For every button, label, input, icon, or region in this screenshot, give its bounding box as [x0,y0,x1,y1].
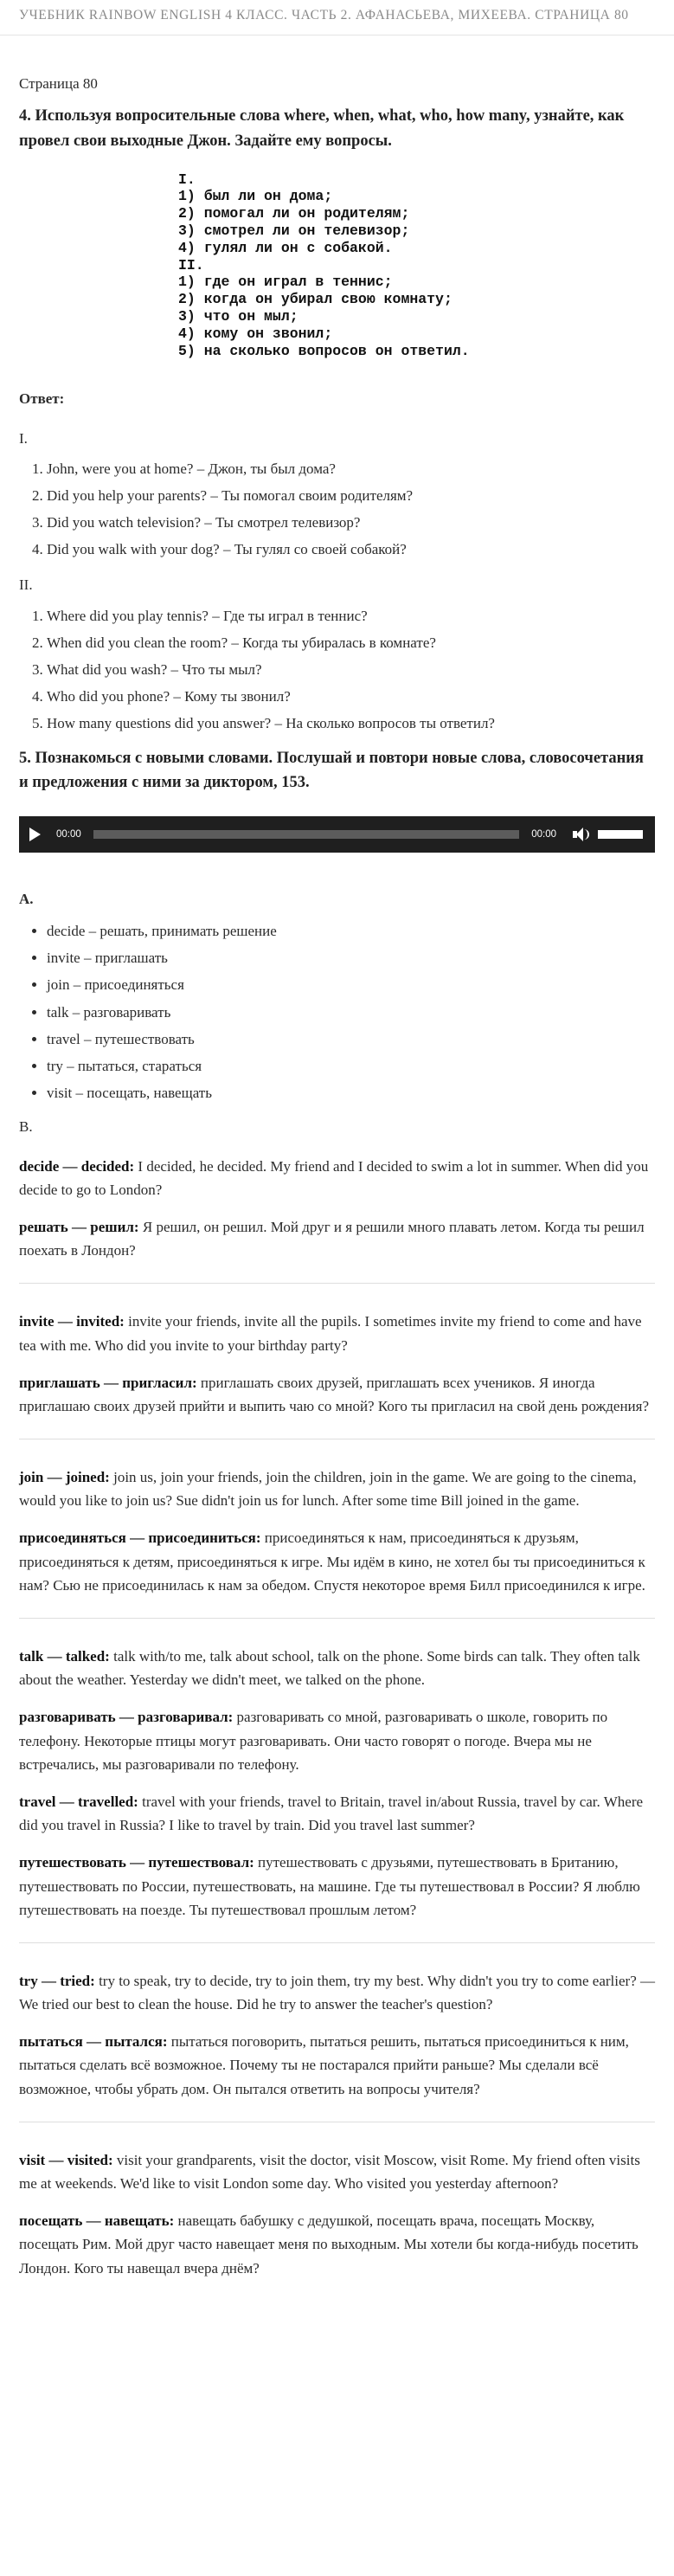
vocab-entry [19,1961,655,2122]
vocab-item: • travel – путешествовать [47,1027,655,1051]
entry-text: visit your grandparents, visit the doctor, visit Moscow, visit Rome. My friend often visits me at weekends. We'd like to visit London some day. Who visited you yesterday afternoon? [19,2151,640,2193]
entry-paragraph [19,1310,655,1356]
article-content [0,72,674,2301]
entry-text: try to speak, try to decide, try to join them, try my best. Why didn't you try to come earlier? — We tried our best to clean the house. Did he try to answer the teacher's question? [19,1972,655,2013]
exercise-block [178,171,655,360]
entry-term: travel — travelled: [19,1793,138,1810]
exercise-line: 4) гулял ли он с собакой. [178,239,393,256]
section-a-label: А. [19,890,34,907]
entry-term: visit — visited: [19,2151,113,2168]
page-header [0,0,674,35]
entry-text: Я решил, он решил. Мой друг и я решили много плавать летом. Когда ты решил поехать в Лондон? [19,1218,645,1259]
list-item: 3. Did you watch television? – Ты смотрел телевизор? [47,511,655,534]
entry-text: I decided, he decided. My friend and I decided to swim a lot in summer. When did you decide to go to London? [19,1157,649,1198]
answer-list-part-1 [19,457,655,562]
entry-term: посещать — навещать: [19,2212,175,2230]
vocabulary-list [19,919,655,1104]
entry-term: talk — talked: [19,1648,110,1665]
list-item: 2. When did you clean the room? – Когда ты убиралась в комнате? [47,631,655,654]
vocab-item: • try – пытаться, стараться [47,1054,655,1078]
volume-slider[interactable] [598,830,643,839]
entry-paragraph [19,1969,655,2016]
vocab-item: • decide – решать, принимать решение [47,919,655,943]
entry-text: invite your friends, invite all the pupils. I sometimes invite my friend to come and have tea with me. Who did you invite to your birthday party? [19,1313,642,1354]
vocab-item: • invite – приглашать [47,946,655,969]
audio-progress-track[interactable] [93,830,519,839]
entry-paragraph [19,1790,655,1837]
entry-term: invite — invited: [19,1313,125,1330]
exercise-line: 4) кому он звонил; [178,325,333,342]
vocab-entry [19,1146,655,1285]
exercise-line: 1) был ли он дома; [178,188,333,205]
entry-term: try — tried: [19,1972,95,1989]
current-time: 00:00 [56,828,81,840]
entry-term: decide — decided: [19,1157,135,1175]
answer-list-part-2 [19,604,655,736]
entry-text: присоединяться к нам, присоединяться к друзьям, присоединяться к детям, присоединяться к игре. Мы идём в кино, не хотел бы ты присоединиться к нам? Сью не присоединилась к нам за обедом. Спустя некоторое время Билл присоединился к игре. [19,1530,645,1594]
entry-paragraph [19,1465,655,1512]
entry-term: разговаривать — разговаривал: [19,1709,234,1726]
entry-text: talk with/to me, talk about school, talk on the phone. Some birds can talk. They often talk about the weather. Yesterday we didn't meet, we talked on the phone. [19,1648,640,1689]
list-item: 3. What did you wash? – Что ты мыл? [47,658,655,681]
section-b-label: B. [19,1118,33,1136]
list-item: 1. John, were you at home? – Джон, ты был дома? [47,457,655,480]
entry-text: путешествовать с друзьями, путешествовать в Британию, путешествовать по России, путешествовать, на машине. Где ты путешествовал в России? Я люблю путешествовать на поезде. Ты путешествовал прошлым летом? [19,1854,640,1918]
task-5-heading: 5. Познакомься с новыми словами. Послушай и повтори новые слова, словосочетания и предложения с ними за диктором, 153. [19,749,644,792]
list-item: 4. Did you walk with your dog? – Ты гулял со своей собакой? [47,538,655,561]
vocab-entry [19,1636,655,1943]
entry-paragraph [19,2209,655,2280]
vocab-item: • visit – посещать, навещать [47,1081,655,1104]
entry-paragraph [19,1645,655,1691]
part-1-label: I. [19,429,28,447]
exercise-line: 3) смотрел ли он телевизор; [178,222,410,239]
entry-paragraph [19,1155,655,1201]
list-item: 1. Where did you play tennis? – Где ты играл в теннис? [47,604,655,628]
exercise-line: II. [178,256,204,274]
vocab-entry [19,1301,655,1439]
volume-icon[interactable] [572,827,589,842]
exercise-line: 2) помогал ли он родителям; [178,205,410,222]
entry-text: разговаривать со мной, разговаривать о школе, говорить по телефону. Некоторые птицы могут разговаривать. Они часто говорят о погоде. Вчера мы не встречались, мы разговаривали по телефону. [19,1709,608,1773]
exercise-line: 2) когда он убирал свою комнату; [178,291,453,308]
total-time: 00:00 [531,828,556,840]
entry-term: пытаться — пытался: [19,2033,168,2051]
entry-text: навещать бабушку с дедушкой, посещать врача, посещать Москву, посещать Рим. Мой друг часто навещает меня по выходным. Мы хотели бы когда-нибудь посетить Лондон. Кого ты навещал вчера днём? [19,2212,639,2277]
exercise-line: 5) на сколько вопросов он ответил. [178,342,470,359]
vocab-item: • join – присоединяться [47,973,655,996]
task-4-heading: 4. Используя вопросительные слова where, when, what, who, how many, узнайте, как провел свои выходные Джон. Задайте ему вопросы. [19,107,625,150]
entry-paragraph [19,1215,655,1262]
entry-paragraph [19,2030,655,2101]
entry-paragraph [19,1526,655,1597]
entry-paragraph [19,1371,655,1418]
list-item: 5. How many questions did you answer? – На сколько вопросов ты ответил? [47,712,655,735]
entry-term: join — joined: [19,1469,110,1486]
answer-label: Ответ: [19,390,65,408]
entry-paragraph [19,2148,655,2195]
entry-text: travel with your friends, travel to Britain, travel in/about Russia, travel by car. Where did you travel in Russia? I like to travel by train. Did you travel last summer? [19,1793,644,1834]
play-icon[interactable] [29,828,41,841]
audio-player [19,816,655,853]
exercise-line: 1) где он играл в теннис; [178,274,393,291]
entry-term: приглашать — пригласил: [19,1374,197,1391]
exercise-line: I. [178,171,196,188]
entry-text: join us, join your friends, join the children, join in the game. We are going to the cinema, would you like to join us? Sue didn't join us for lunch. After some time Bill joined in the game. [19,1469,637,1510]
exercise-line: 3) что он мыл; [178,307,298,325]
list-item: 4. Who did you phone? – Кому ты звонил? [47,685,655,708]
part-2-label: II. [19,576,33,594]
page-number-label: Страница 80 [19,75,98,93]
entry-text: приглашать своих друзей, приглашать всех учеников. Я иногда приглашаю своих друзей прийти и выпить чаю со мной? Кого ты пригласил на свой день рождения? [19,1374,650,1414]
entry-paragraph [19,1851,655,1922]
entry-term: путешествовать — путешествовал: [19,1854,254,1871]
entry-term: решать — решил: [19,1218,139,1235]
vocab-entry [19,2140,655,2301]
vocab-item: • talk – разговаривать [47,1001,655,1024]
entry-text: пытаться поговорить, пытаться решить, пытаться присоединиться к ним, пытаться сделать всё возможное. Почему ты не постарался прийти раньше? Мы сделали всё возможное, чтобы убрать дом. Он пытался ответить на вопросы учителя? [19,2033,629,2097]
entry-paragraph [19,1705,655,1776]
list-item: 2. Did you help your parents? – Ты помогал своим родителям? [47,484,655,507]
vocab-entry [19,1457,655,1619]
page-title: УЧЕБНИК RAINBOW ENGLISH 4 КЛАСС. ЧАСТЬ 2. АФАНАСЬЕВА, МИХЕЕВА. СТРАНИЦА 80 [19,8,629,23]
entry-term: присоединяться — присоединиться: [19,1530,261,1547]
vocabulary-entries [19,1146,655,2301]
